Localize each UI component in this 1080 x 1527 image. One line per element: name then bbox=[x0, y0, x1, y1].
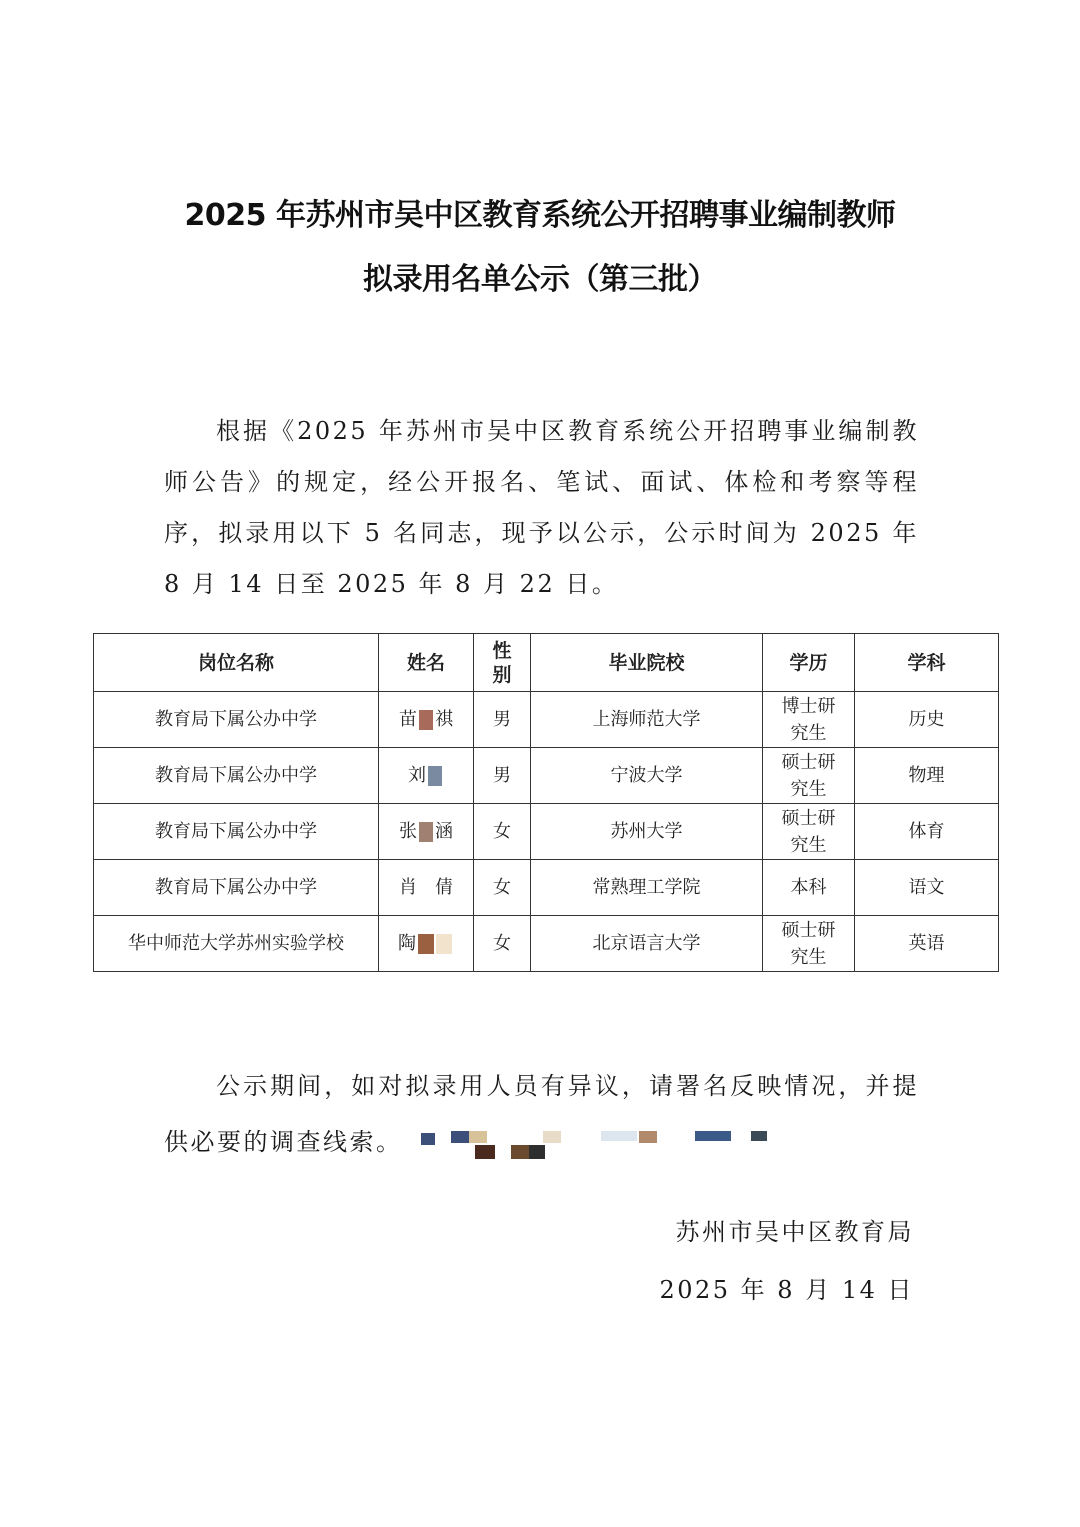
cell-gender: 男 bbox=[474, 692, 531, 748]
cell-name: 肖 倩 bbox=[379, 860, 474, 916]
cell-position: 教育局下属公办中学 bbox=[94, 860, 379, 916]
candidate-table bbox=[93, 633, 999, 972]
name-redaction bbox=[419, 822, 433, 842]
cell-subject: 历史 bbox=[855, 692, 999, 748]
cell-subject: 语文 bbox=[855, 860, 999, 916]
cell-name: 刘 bbox=[379, 748, 474, 804]
header-school: 毕业院校 bbox=[531, 634, 763, 692]
cell-school: 上海师范大学 bbox=[531, 692, 763, 748]
cell-degree: 硕士研究生 bbox=[763, 804, 855, 860]
cell-position: 教育局下属公办中学 bbox=[94, 692, 379, 748]
table-row bbox=[94, 748, 999, 804]
cell-position: 教育局下属公办中学 bbox=[94, 804, 379, 860]
cell-school: 常熟理工学院 bbox=[531, 860, 763, 916]
name-redaction bbox=[436, 934, 452, 954]
page-title-line-2: 拟录用名单公示（第三批） bbox=[363, 262, 717, 297]
cell-degree: 硕士研究生 bbox=[763, 916, 855, 972]
cell-gender: 女 bbox=[474, 916, 531, 972]
header-gender: 性别 bbox=[474, 634, 531, 692]
table-row bbox=[94, 804, 999, 860]
cell-position: 华中师范大学苏州实验学校 bbox=[94, 916, 379, 972]
closing-paragraph: 公示期间，如对拟录用人员有异议，请署名反映情况，并提供必要的调查线索。 bbox=[164, 1058, 919, 1170]
cell-name: 张 涵 bbox=[379, 804, 474, 860]
cell-degree: 本科 bbox=[763, 860, 855, 916]
contact-redaction bbox=[421, 1127, 791, 1161]
header-degree: 学历 bbox=[763, 634, 855, 692]
cell-position: 教育局下属公办中学 bbox=[94, 748, 379, 804]
cell-school: 宁波大学 bbox=[531, 748, 763, 804]
name-redaction bbox=[419, 710, 433, 730]
cell-subject: 英语 bbox=[855, 916, 999, 972]
cell-name: 陶 bbox=[379, 916, 474, 972]
cell-school: 苏州大学 bbox=[531, 804, 763, 860]
intro-paragraph: 根据《2025 年苏州市吴中区教育系统公开招聘事业编制教师公告》的规定，经公开报名、笔试、面试、体检和考察等程序，拟录用以下 5 名同志，现予以公示，公示时间为 2025 年 8 月 14 日至 2025 年 8 月 22 日。 bbox=[164, 417, 919, 598]
signature-organization: 苏州市吴中区教育局 bbox=[675, 1218, 914, 1246]
table-header-row bbox=[94, 634, 999, 692]
cell-school: 北京语言大学 bbox=[531, 916, 763, 972]
page-title-line-1: 2025 年苏州市吴中区教育系统公开招聘事业编制教师 bbox=[184, 198, 896, 233]
table-row bbox=[94, 916, 999, 972]
cell-gender: 女 bbox=[474, 804, 531, 860]
cell-subject: 物理 bbox=[855, 748, 999, 804]
cell-degree: 硕士研究生 bbox=[763, 748, 855, 804]
cell-subject: 体育 bbox=[855, 804, 999, 860]
table-row bbox=[94, 860, 999, 916]
cell-gender: 女 bbox=[474, 860, 531, 916]
header-position: 岗位名称 bbox=[94, 634, 379, 692]
name-redaction bbox=[428, 766, 442, 786]
signature-date: 2025 年 8 月 14 日 bbox=[659, 1276, 914, 1304]
cell-gender: 男 bbox=[474, 748, 531, 804]
cell-degree: 博士研究生 bbox=[763, 692, 855, 748]
table-row bbox=[94, 692, 999, 748]
header-name: 姓名 bbox=[379, 634, 474, 692]
cell-name: 苗 祺 bbox=[379, 692, 474, 748]
header-subject: 学科 bbox=[855, 634, 999, 692]
name-redaction bbox=[418, 934, 434, 954]
name-redaction bbox=[419, 878, 433, 898]
